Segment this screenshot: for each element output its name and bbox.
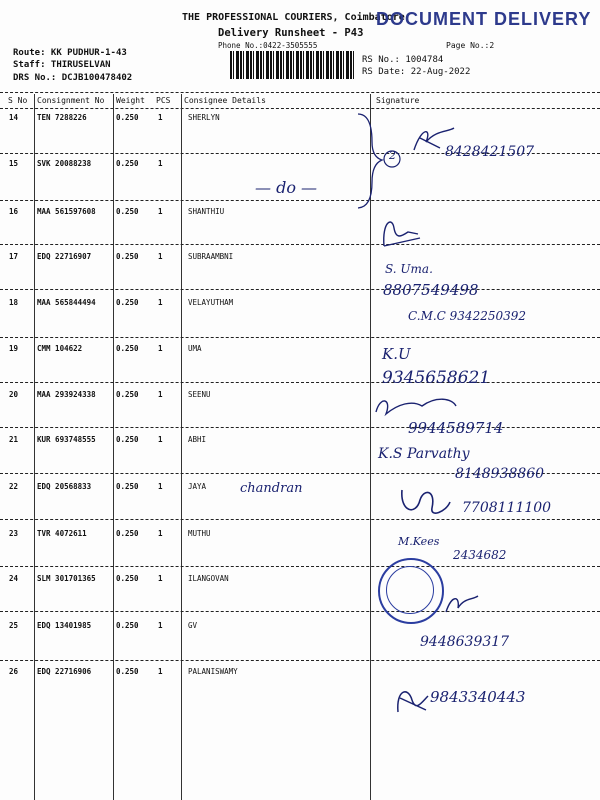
row-weight: 0.250 [116, 252, 139, 261]
row-consignee: MUTHU [188, 529, 211, 538]
hospital-seal-stamp [378, 558, 444, 624]
row-consignment-no: CMM 104622 [37, 344, 83, 353]
handwritten-phone: 8807549498 [383, 281, 479, 299]
row-consignment-no: MAA 293924338 [37, 390, 96, 399]
handwritten-name: K.S Parvathy [378, 446, 470, 462]
route-label: Route: KK PUDHUR-1-43 [13, 48, 127, 58]
row-sno: 22 [9, 482, 19, 491]
row-weight: 0.250 [116, 298, 139, 307]
row-rule [0, 660, 600, 661]
handwritten-phone: 9843340443 [430, 688, 526, 706]
row-sno: 18 [9, 298, 19, 307]
signature [378, 212, 428, 252]
barcode [230, 51, 355, 79]
row-weight: 0.250 [116, 529, 139, 538]
handwritten-phone: 8428421507 [445, 144, 535, 160]
row-consignment-no: EDQ 20568833 [37, 482, 92, 491]
row-weight: 0.250 [116, 574, 139, 583]
runsheet-title: Delivery Runsheet - P43 [218, 27, 364, 39]
circled-number: 2 [389, 149, 396, 162]
row-consignee: PALANISWAMY [188, 667, 238, 676]
row-consignee: SUBRAAMBNI [188, 252, 234, 261]
row-consignment-no: EDQ 22716907 [37, 252, 92, 261]
row-consignee: GV [188, 621, 198, 630]
row-consignee: UMA [188, 344, 202, 353]
signature [396, 482, 456, 520]
row-rule [0, 244, 600, 245]
col-header-weight: Weight [116, 96, 145, 105]
row-consignment-no: SLM 301701365 [37, 574, 96, 583]
col-header-sno: S No [8, 96, 28, 105]
header-bottom-rule [0, 108, 600, 109]
handwritten-name: chandran [240, 481, 303, 496]
row-weight: 0.250 [116, 621, 139, 630]
row-consignment-no: MAA 561597608 [37, 207, 96, 216]
row-consignee: SHERLYN [188, 113, 220, 122]
row-rule [0, 382, 600, 383]
col-header-consignment: Consignment No [37, 96, 105, 105]
page-number: Page No.:2 [446, 41, 495, 50]
row-pcs: 1 [158, 344, 163, 353]
handwritten-name: M.Kees [398, 535, 440, 548]
row-sno: 20 [9, 390, 19, 399]
row-consignment-no: KUR 693748555 [37, 435, 96, 444]
row-pcs: 1 [158, 113, 163, 122]
row-pcs: 1 [158, 435, 163, 444]
row-weight: 0.250 [116, 207, 139, 216]
company-title: THE PROFESSIONAL COURIERS, Coimbatore [182, 12, 405, 23]
row-consignee: ILANGOVAN [188, 574, 229, 583]
row-weight: 0.250 [116, 113, 139, 122]
row-consignee: VELAYUTHAM [188, 298, 234, 307]
row-rule [0, 200, 600, 201]
row-pcs: 1 [158, 159, 163, 168]
rs-date: RS Date: 22-Aug-2022 [362, 67, 471, 77]
row-rule [0, 566, 600, 567]
row-consignment-no: EDQ 22716906 [37, 667, 92, 676]
col-header-consignee: Consignee Details [184, 96, 266, 105]
row-consignee: JAYA [188, 482, 207, 491]
handwritten-phone: 2434682 [453, 548, 507, 562]
handwritten-name: S. Uma. [385, 262, 433, 276]
handwritten-phone: 9944589714 [408, 419, 504, 437]
row-sno: 19 [9, 344, 19, 353]
row-sno: 14 [9, 113, 19, 122]
row-consignment-no: SVK 20088238 [37, 159, 92, 168]
row-weight: 0.250 [116, 667, 139, 676]
row-weight: 0.250 [116, 390, 139, 399]
row-pcs: 1 [158, 252, 163, 261]
row-sno: 15 [9, 159, 19, 168]
row-rule [0, 427, 600, 428]
col-header-signature: Signature [376, 96, 420, 105]
row-weight: 0.250 [116, 344, 139, 353]
row-pcs: 1 [158, 298, 163, 307]
handwritten-name: K.U [382, 345, 411, 363]
row-pcs: 1 [158, 667, 163, 676]
ditto-mark: — do — [255, 178, 318, 197]
rs-number: RS No.: 1004784 [362, 55, 444, 65]
row-consignment-no: EDQ 13401985 [37, 621, 92, 630]
phone-number: Phone No.:0422-3505555 [218, 41, 318, 50]
document-delivery-stamp: DOCUMENT DELIVERY [376, 9, 592, 29]
table-top-rule [0, 92, 600, 93]
row-weight: 0.250 [116, 159, 139, 168]
handwritten-phone: 8148938860 [455, 466, 545, 482]
signature [392, 682, 432, 718]
row-rule [0, 289, 600, 290]
handwritten-phone: 7708111100 [462, 500, 552, 516]
row-consignment-no: TEN 7288226 [37, 113, 87, 122]
handwritten-phone: 9448639317 [420, 634, 510, 650]
row-consignment-no: MAA 565844494 [37, 298, 96, 307]
row-pcs: 1 [158, 207, 163, 216]
row-pcs: 1 [158, 529, 163, 538]
row-sno: 26 [9, 667, 19, 676]
row-consignee: SHANTHIU [188, 207, 225, 216]
row-consignee: SEENU [188, 390, 211, 399]
row-weight: 0.250 [116, 435, 139, 444]
row-pcs: 1 [158, 390, 163, 399]
row-sno: 23 [9, 529, 19, 538]
row-sno: 16 [9, 207, 19, 216]
row-weight: 0.250 [116, 482, 139, 491]
row-consignment-no: TVR 4072611 [37, 529, 87, 538]
bracket-mark [350, 112, 410, 212]
row-pcs: 1 [158, 574, 163, 583]
handwritten-note: C.M.C 9342250392 [408, 309, 527, 323]
row-sno: 21 [9, 435, 19, 444]
row-pcs: 1 [158, 621, 163, 630]
row-sno: 17 [9, 252, 19, 261]
drs-number: DRS No.: DCJB100478402 [13, 73, 133, 83]
staff-label: Staff: THIRUSELVAN [13, 60, 111, 70]
row-pcs: 1 [158, 482, 163, 491]
row-rule [0, 611, 600, 612]
row-sno: 25 [9, 621, 19, 630]
row-sno: 24 [9, 574, 19, 583]
row-rule [0, 337, 600, 338]
row-consignee: ABHI [188, 435, 207, 444]
row-rule [0, 519, 600, 520]
signature [442, 590, 482, 618]
handwritten-phone: 9345658621 [382, 368, 491, 388]
col-header-pcs: PCS [156, 96, 171, 105]
